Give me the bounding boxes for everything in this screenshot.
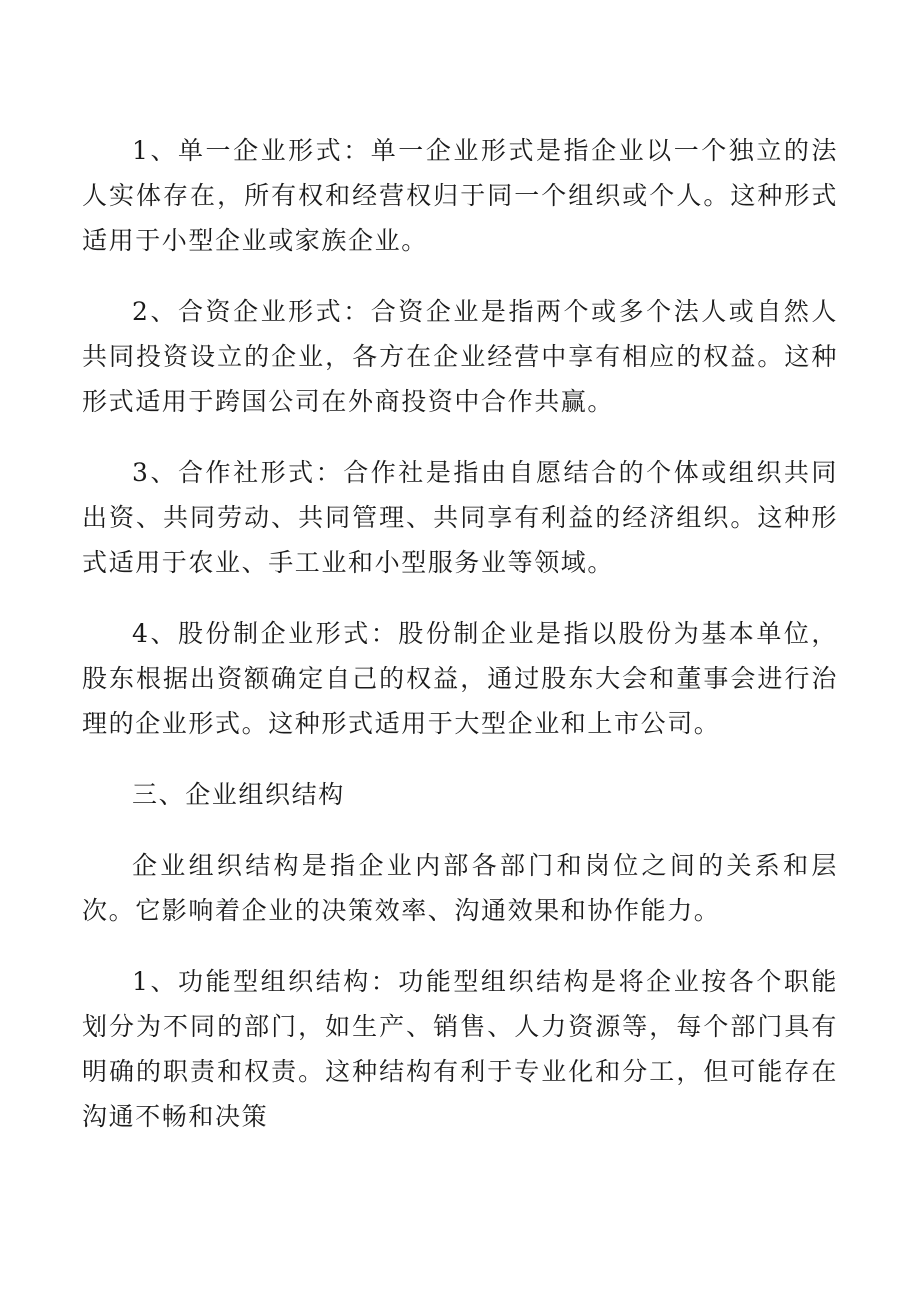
paragraph-cooperative: 3、合作社形式：合作社是指由自愿结合的个体或组织共同出资、共同劳动、共同管理、共同享有利益的经济组织。这种形式适用于农业、手工业和小型服务业等领域。 [82,458,838,577]
document-body [82,128,838,1165]
section-heading: 三、企业组织结构 [132,780,345,809]
paragraph-functional-structure: 1、功能型组织结构：功能型组织结构是将企业按各个职能划分为不同的部门，如生产、销售、人力资源等，每个部门具有明确的职责和权责。这种结构有利于专业化和分工，但可能存在沟通不畅和决策 [82,967,838,1131]
paragraph-joint-venture: 2、合资企业形式：合资企业是指两个或多个法人或自然人共同投资设立的企业，各方在企业经营中享有相应的权益。这种形式适用于跨国公司在外商投资中合作共赢。 [82,297,838,416]
paragraph-joint-stock: 4、股份制企业形式：股份制企业是指以股份为基本单位，股东根据出资额确定自己的权益，通过股东大会和董事会进行治理的企业形式。这种形式适用于大型企业和上市公司。 [82,619,838,738]
paragraph-org-structure-intro: 企业组织结构是指企业内部各部门和岗位之间的关系和层次。它影响着企业的决策效率、沟通效果和协作能力。 [82,851,838,925]
paragraph-single-enterprise: 1、单一企业形式：单一企业形式是指企业以一个独立的法人实体存在，所有权和经营权归于同一个组织或个人。这种形式适用于小型企业或家族企业。 [82,136,838,255]
